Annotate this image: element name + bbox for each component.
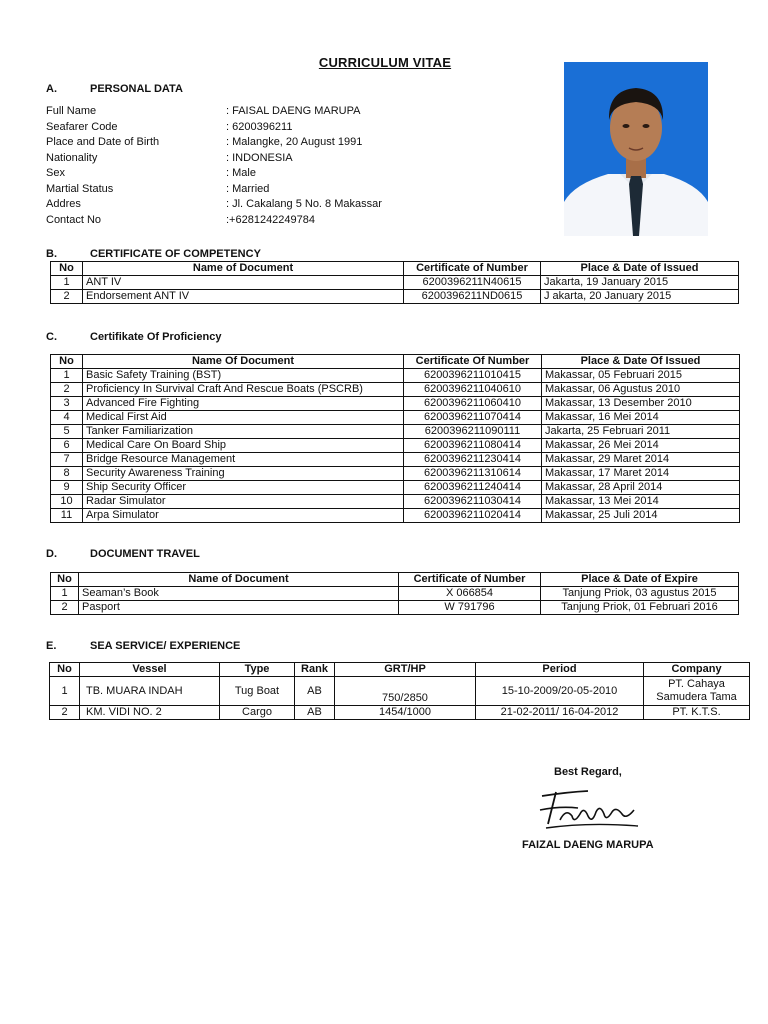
table-row: 6 Medical Care On Board Ship 6200396211080414 Makassar, 26 Mei 2014 [51,439,740,453]
document-title: CURRICULUM VITAE [318,55,452,70]
section-c-heading: C. Certifikate Of Proficiency [46,331,222,343]
personal-row: Seafarer Code : 6200396211 [46,120,293,133]
personal-row: Addres : Jl. Cakalang 5 No. 8 Makassar [46,198,382,210]
table-row: 1 Seaman’s Book X 066854 Tanjung Priok, 03 agustus 2015 [51,587,739,601]
personal-row: Place and Date of Birth : Malangke, 20 August 1991 [46,136,363,148]
personal-data [46,104,382,228]
table-header-row: No Name of Document Certificate of Number Place & Date of Issued [51,262,739,276]
travel-document-table [50,572,739,615]
table-row: 2 Pasport W 791796 Tanjung Priok, 01 Februari 2016 [51,601,739,615]
table-header-row: No Name of Document Certificate of Number Place & Date of Expire [51,573,739,587]
personal-row: Contact No :+6281242249784 [46,213,316,226]
table-row: 5 Tanker Familiarization 6200396211090111 Jakarta, 25 Februari 2011 [51,425,740,439]
table-row: 2 KM. VIDI NO. 2 Cargo AB 1454/1000 21-02-2011/ 16-04-2012 PT. K.T.S. [50,706,750,720]
table-row: 11 Arpa Simulator 6200396211020414 Makassar, 25 Juli 2014 [51,509,740,523]
sea-service-table [49,662,750,720]
profile-photo [564,62,708,236]
table-row: 7 Bridge Resource Management 6200396211230414 Makassar, 29 Maret 2014 [51,453,740,467]
personal-row: Full Name : FAISAL DAENG MARUPA [46,105,361,117]
table-row: 2 Endorsement ANT IV 6200396211ND0615 J akarta, 20 January 2015 [51,290,739,304]
handwritten-signature [538,786,648,832]
table-header-row: No Vessel Type Rank GRT/HP Period Company [50,663,750,677]
portrait-illustration [564,62,708,236]
section-e-heading: E. SEA SERVICE/ EXPERIENCE [46,640,241,652]
closing-regard: Best Regard, [554,766,622,778]
table-row: 4 Medical First Aid 6200396211070414 Makassar, 16 Mei 2014 [51,411,740,425]
table-row: 8 Security Awareness Training 6200396211310614 Makassar, 17 Maret 2014 [51,467,740,481]
section-a-heading: A. PERSONAL DATA [46,83,183,95]
table-row: 9 Ship Security Officer 6200396211240414 Makassar, 28 April 2014 [51,481,740,495]
table-header-row: No Name Of Document Certificate Of Number Place & Date Of Issued [51,355,740,369]
table-row: 10 Radar Simulator 6200396211030414 Makassar, 13 Mei 2014 [51,495,740,509]
section-d-heading: D. DOCUMENT TRAVEL [46,548,200,560]
competency-table [50,261,739,304]
signer-name: FAIZAL DAENG MARUPA [522,839,654,851]
proficiency-table [50,354,740,523]
personal-row: Sex : Male [46,167,256,179]
section-b-heading: B. CERTIFICATE OF COMPETENCY [46,248,261,260]
table-row: 2 Proficiency In Survival Craft And Rescue Boats (PSCRB) 6200396211040610 Makassar, 06 Agustus 2010 [51,383,740,397]
table-row: 1 ANT IV 6200396211N40615 Jakarta, 19 January 2015 [51,276,739,290]
personal-row: Martial Status : Married [46,182,270,195]
table-row: 1 Basic Safety Training (BST) 6200396211010415 Makassar, 05 Februari 2015 [51,369,740,383]
personal-row: Nationality : INDONESIA [46,151,293,164]
table-row: 1 TB. MUARA INDAH Tug Boat AB 750/2850 15-10-2009/20-05-2010 PT. Cahaya Samudera Tama [50,677,750,706]
table-row: 3 Advanced Fire Fighting 6200396211060410 Makassar, 13 Desember 2010 [51,397,740,411]
